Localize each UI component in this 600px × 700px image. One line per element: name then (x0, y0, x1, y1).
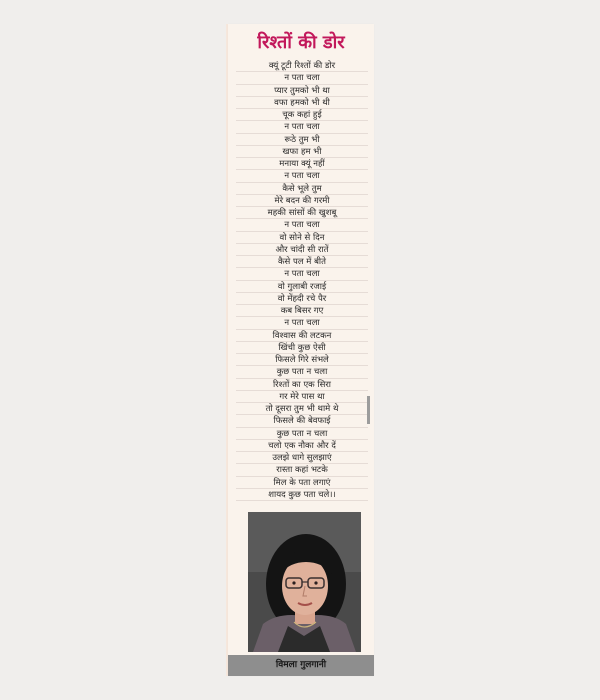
poem-line: महकी सांसों की खुशबू (236, 207, 368, 219)
newspaper-clipping (228, 24, 374, 676)
poem-line: कैसे भूले तुम (236, 183, 368, 195)
poem-line: न पता चला (236, 121, 368, 133)
poem-line: कैसे पल में बीते (236, 256, 368, 268)
poem-line: और चांदी सी रातें (236, 244, 368, 256)
poem-line: गर मेरे पास था (236, 391, 368, 403)
poem-line: प्यार तुमको भी था (236, 85, 368, 97)
poem-line: उलझे धागे सुलझाएं (236, 452, 368, 464)
poem-line: मनाया क्यूं नहीं (236, 158, 368, 170)
poem-line: न पता चला (236, 170, 368, 182)
scrollbar[interactable] (367, 396, 370, 424)
poem-line: वो मेंहदी रचे पैर (236, 293, 368, 305)
poem-line: वफा हमको भी थी (236, 97, 368, 109)
poem-line: रास्ता कहां भटके (236, 464, 368, 476)
poem-line: न पता चला (236, 268, 368, 280)
poem-line: चलो एक नौका और दें (236, 440, 368, 452)
poem-line: तो दूसरा तुम भी थामे थे (236, 403, 368, 415)
poem-line: मेरे बदन की गरमी (236, 195, 368, 207)
poem-line: रूठे तुम भी (236, 134, 368, 146)
poem-line: रिश्तों का एक सिरा (236, 379, 368, 391)
author-photo (248, 512, 361, 652)
poem-line: न पता चला (236, 317, 368, 329)
poem-title: रिश्तों की डोर (257, 32, 345, 53)
poem-line: न पता चला (236, 219, 368, 231)
poem-line: फिसले गिरे संभले (236, 354, 368, 366)
author-name: विमला गुलगानी (228, 655, 374, 676)
poem-line: फिसले की बेवफाई (236, 415, 368, 427)
poem-body (236, 60, 368, 501)
poem-line: कब बिसर गए (236, 305, 368, 317)
poem-line: कुछ पता न चला (236, 366, 368, 378)
poem-line: कुछ पता न चला (236, 428, 368, 440)
poem-line: चूक कहां हुई (236, 109, 368, 121)
poem-line: न पता चला (236, 72, 368, 84)
poem-line: वो गुलाबी रजाई (236, 281, 368, 293)
poem-line: खफा हम भी (236, 146, 368, 158)
poem-line: क्यूं टूटी रिश्तों की डोर (236, 60, 368, 72)
poem-line: विश्वास की लटकन (236, 330, 368, 342)
poem-line: मिल के पता लगाएं (236, 477, 368, 489)
poem-line: शायद कुछ पता चले।। (236, 489, 368, 501)
poem-line: वो सोने से दिन (236, 232, 368, 244)
poem-line: खिंची कुछ ऐसी (236, 342, 368, 354)
